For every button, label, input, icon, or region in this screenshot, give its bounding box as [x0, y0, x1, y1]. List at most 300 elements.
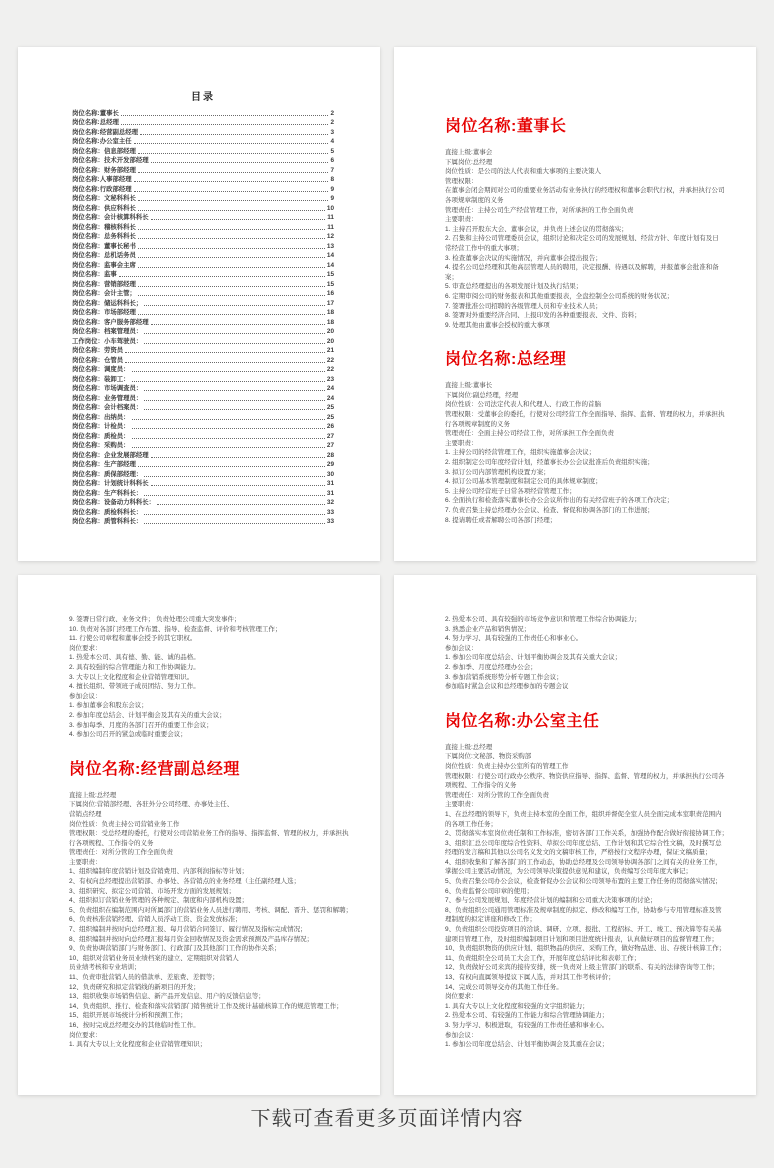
doc-line: 3. 熟悉企业产品和销售情况； [445, 625, 531, 633]
doc-line: 岗位性质：负责主持办公室所有的管理工作 [445, 762, 569, 770]
toc-entry-page-number: 6 [330, 157, 334, 164]
toc-entry-label: 岗位名称：总机话务员 [72, 252, 136, 259]
doc-line: 6、负责监督公司印章的使用； [445, 887, 534, 895]
doc-line: 4. 擅长组织、带领班子成员团结、努力工作。 [69, 683, 200, 691]
toc-leader-dots [138, 209, 325, 211]
toc-entry-page-number: 12 [326, 233, 334, 240]
toc-entry-page-number: 2 [330, 119, 334, 126]
toc-leader-dots [151, 456, 325, 458]
doc-line: 13、组织收集市场销售信息、新产品开发信息、用户的反馈信息等； [69, 993, 265, 1001]
toc-row [72, 422, 334, 432]
toc-leader-dots [157, 503, 325, 505]
toc-entry-label: 岗位名称：文秘科科长 [72, 195, 136, 202]
doc-line: 3. 大专以上文化程度和企业营销管理知识。 [69, 673, 194, 681]
toc-row [72, 365, 334, 375]
toc-leader-dots [144, 522, 325, 524]
toc-entry-label: 岗位名称：设备动力科科长： [72, 499, 156, 506]
toc-entry-label: 岗位名称:董事长 [72, 109, 119, 117]
toc-leader-dots [119, 275, 325, 277]
toc-leader-dots [138, 294, 325, 296]
toc-leader-dots [144, 399, 325, 401]
toc-row [72, 507, 334, 517]
doc-line: 12、负责做好公司来宾的接待安排，统一负责对上级主管部门的联系、有关的法律咨询等工作； [445, 964, 719, 972]
toc-row [72, 460, 334, 470]
toc-entry-page-number: 9 [330, 195, 334, 202]
doc-line: 2. 热爱本公司、具有较强的市场竞争意识和管理工作综合协调能力； [445, 616, 641, 623]
doc-heading: 岗位名称:经营副总经理 [69, 760, 240, 778]
doc-line: 1. 主持召开股东大会、董事会议，并负责上述会议的贯彻落实； [445, 225, 628, 233]
toc-row [72, 441, 334, 451]
toc-entry-label: 岗位名称:总经理 [72, 119, 119, 126]
doc-heading: 岗位名称:总经理 [445, 351, 567, 369]
toc-entry-page-number: 25 [326, 413, 334, 421]
doc-line: 8. 签署对外重要经济合同、上报印发的各种重要报表、文件、资料； [445, 312, 641, 320]
toc-entry-label: 岗位名称:人事部经理 [72, 176, 132, 183]
toc-leader-dots [125, 361, 325, 363]
doc-line: 案； [445, 273, 458, 281]
doc-line: 3. 努力学习、积极进取，有较强的工作责任感和事业心。 [445, 1021, 609, 1029]
doc-line: 9. 签署日常行政、业务文件； 负责处理公司重大突发事件； [69, 616, 241, 623]
doc-line: 岗位性质：是公司的法人代表和重大事项的主要决策人 [445, 168, 601, 176]
toc-entry-page-number: 21 [326, 347, 334, 354]
toc-row [72, 298, 334, 308]
doc-line: 岗位要求： [69, 1031, 102, 1039]
toc-leader-dots [144, 494, 325, 496]
toc-entry-label: 岗位名称：信息部经理 [72, 147, 136, 155]
toc-row [72, 222, 334, 232]
page-deputy-gm[interactable] [18, 575, 380, 1095]
toc-leader-dots [151, 484, 325, 486]
doc-line: 下属岗位:总经理 [445, 158, 493, 166]
toc-entry-page-number: 18 [326, 309, 334, 316]
toc-entry-page-number: 24 [326, 394, 334, 402]
toc-leader-dots [134, 190, 329, 192]
doc-line: 10、组织对营销业务员业绩档案的建立、定期组织对营销人 [69, 954, 239, 962]
doc-line: 2. 参加季、月度总经理办公会； [445, 663, 537, 671]
toc-leader-dots [132, 427, 325, 429]
doc-line: 管理责任：对所分管的工作全面负责 [445, 791, 549, 799]
toc-row [72, 213, 334, 223]
doc-line: 主要职责： [445, 439, 478, 447]
toc-entry-label: 岗位名称：供应科科长 [72, 204, 136, 212]
toc-entry-label: 岗位名称：客户服务部经理 [72, 318, 149, 326]
toc-leader-dots [151, 218, 326, 220]
doc-line: 管理责任：主持公司生产经营管理工作，对所承担的工作全面负责 [445, 206, 634, 214]
download-hint-text: 下载可查看更多页面详情内容 [250, 1108, 524, 1130]
toc-entry-label: 岗位名称：劳资员 [72, 347, 124, 354]
toc-row [72, 165, 334, 175]
toc-row [72, 118, 334, 128]
toc-entry-page-number: 13 [326, 242, 334, 250]
toc-entry-label: 岗位名称：总务科科长 [72, 233, 136, 240]
toc-leader-dots [132, 418, 325, 420]
doc-line: 管理责任：全面主持公司经营工作，对所承担工作全面负责 [445, 430, 614, 438]
toc-entry-label: 岗位名称：董事长秘书 [72, 242, 136, 250]
toc-entry-page-number: 9 [330, 185, 334, 193]
toc-row [72, 308, 334, 318]
toc-entry-page-number: 32 [326, 499, 334, 506]
toc-entry-label: 岗位名称：计检员： [72, 423, 130, 430]
doc-line: 行各项规程、工作指令的义务 [69, 839, 154, 847]
toc-leader-dots [151, 161, 329, 163]
toc-entry-label: 岗位名称：质检员： [72, 432, 130, 440]
toc-entry-page-number: 15 [326, 271, 334, 278]
doc-line: 8、负责组织公司通用管理标准及规章制度的拟定、修改和编写工作，协助参与专用管理标准及管 [445, 906, 722, 914]
doc-line: 主要职责： [445, 801, 478, 809]
doc-line: 5. 主持公司经营班子日常各项经营管理工作； [445, 487, 576, 495]
doc-line: 15、组织开展市场统计分析和预测工作； [69, 1012, 187, 1020]
doc-line: 在董事会闭会期间对公司的重要业务活动有业务执行的经理权和董事会职代行权，并承担执行公司 [445, 187, 725, 195]
doc-line: 8、组织编制并按时向总经理汇报每月资金回收情况及资金需求预测及产品库存情况； [69, 935, 314, 943]
doc-line: 行各项规章制度的义务 [445, 420, 510, 428]
toc-row [72, 403, 334, 413]
doc-line: 主要职责： [69, 858, 102, 866]
doc-line: 常经营工作中的重大事项； [445, 244, 523, 252]
toc-row [72, 260, 334, 270]
doc-heading: 岗位名称:董事长 [445, 118, 567, 135]
toc-row [72, 203, 334, 213]
doc-line: 4. 努力学习、具有较强的工作责任心和事业心。 [445, 635, 583, 643]
toc-entry-page-number: 23 [326, 375, 334, 383]
toc-row [72, 450, 334, 460]
toc-leader-dots [138, 152, 329, 154]
toc-leader-dots [138, 256, 325, 258]
toc-entry-page-number: 14 [326, 252, 334, 259]
toc-leader-dots [134, 180, 329, 182]
toc-row [72, 393, 334, 403]
doc-line: 员业绩考核和专业培训； [69, 964, 141, 972]
doc-line: 4、组织收集和了解各部门的工作动态，协助总经理及公司领导协调各部门之间有关的业务工作， [445, 858, 722, 866]
doc-line: 6. 全面执行和检查落实董事长办公会议所作出的有关经营班子的各项工作决定； [445, 497, 674, 505]
doc-line: 1. 主持公司的经营管理工作，组织实施董事会决议； [445, 449, 596, 457]
toc-leader-dots [138, 313, 325, 315]
toc-row [72, 251, 334, 261]
toc-entry-label: 岗位名称：仓管员 [72, 356, 124, 364]
toc-row [72, 241, 334, 251]
toc-entry-page-number: 5 [330, 147, 334, 155]
toc-entry-label: 岗位名称：监事会主席 [72, 261, 136, 269]
doc-line: 5、负责召集公司办公会议，检查督促办公会议和公司领导布置的主要工作任务的贯彻落实情况； [445, 878, 722, 886]
doc-line: 16、按时完成总经理交办的其他临时性工作。 [69, 1021, 200, 1029]
doc-line: 参加会议： [445, 644, 478, 652]
toc-entry-label: 岗位名称：质管科科长： [72, 518, 143, 525]
doc-line: 14、负责组织、推行、检查和落实营销部门销售统计工作及统计基础核算工作的规范管理工作； [69, 1002, 343, 1010]
toc-entry-label: 岗位名称：采购员： [72, 442, 130, 449]
toc-leader-dots [144, 513, 325, 515]
doc-line: 各项规章制度的义务 [445, 196, 504, 204]
doc-line: 2. 热爱本公司、有较强的工作能力和综合管理协调能力； [445, 1012, 609, 1020]
doc-line: 12、负责研究和拟定营销线的新项目的开发； [69, 983, 200, 991]
toc-row [72, 374, 334, 384]
toc-row [72, 498, 334, 508]
toc-entry-label: 岗位名称：会计主管； [72, 290, 136, 297]
doc-line: 1. 参加董事会和股东会议； [69, 702, 148, 710]
toc-entry-label: 岗位名称：出纳员： [72, 413, 130, 421]
toc-entry-page-number: 33 [326, 508, 334, 516]
toc-entry-page-number: 15 [326, 280, 334, 288]
doc-line: 岗位性质：负责主持公司营销业务工作 [69, 820, 180, 828]
doc-line: 岗位要求： [445, 993, 478, 1001]
toc-row [72, 184, 334, 194]
toc-leader-dots [132, 370, 325, 372]
doc-line: 参加会议： [445, 1031, 478, 1039]
doc-line: 岗位要求： [69, 644, 102, 652]
toc-row [72, 289, 334, 299]
doc-line: 1、组织编制年度营销计划及营销费用、内部利润指标等计划； [69, 868, 249, 876]
doc-line: 下属岗位:营销部经理、各驻外分公司经理、办事处主任、 [69, 801, 234, 809]
toc-entry-label: 岗位名称：计划统计科科长 [72, 480, 149, 487]
doc-line: 直接上级:总经理 [69, 791, 117, 799]
toc-entry-page-number: 10 [326, 204, 334, 212]
toc-entry-page-number: 30 [326, 470, 334, 478]
toc-leader-dots [138, 199, 329, 201]
doc-line: 6、负责核准营销经理、营销人员浮动工资、资金发放标准； [69, 916, 242, 924]
doc-line: 管理责任：对所分管的工作全面负责 [69, 849, 173, 857]
toc-leader-dots [151, 323, 325, 325]
toc-entry-label: 岗位名称：业务管理员： [72, 394, 143, 402]
doc-line: 4、组织拟订营销业务管理的各种规定、制度和内部机构设置； [69, 897, 249, 905]
doc-line: 4. 提名公司总经理和其他高层管理人员的聘用，决定报酬、待遇以及解聘，并报董事会批准和备 [445, 264, 719, 272]
toc-leader-dots [138, 237, 325, 239]
toc-row [72, 355, 334, 365]
toc-row [72, 194, 334, 204]
toc-row [72, 517, 334, 527]
doc-line: 经理的发言稿和其他以公司名义发文的文稿审核工作，严格按行文程序办理，保证文稿质量； [445, 849, 712, 857]
doc-line: 3. 参加营销系统形势分析专题工作会议； [445, 673, 563, 681]
doc-line: 1. 参加公司年度总结会、计划平衡协调会及其有关重大会议； [445, 654, 622, 662]
doc-line: 建项目管理工作，及时组织编制项目计划和项目进度统计报表，认真做好项目的监督管理工作； [445, 935, 718, 943]
toc-entry-label: 岗位名称:行政部经理 [72, 185, 132, 193]
doc-line: 直接上级:总经理 [445, 743, 493, 751]
doc-line: 项规程、工作指令的义务 [445, 782, 517, 790]
toc-entry-label: 岗位名称:经营副总经理 [72, 128, 139, 136]
toc-entry-label: 岗位名称：营销部经理 [72, 280, 136, 288]
toc-entry-label: 岗位名称：技术开发部经理 [72, 157, 149, 164]
doc-line: 11. 行使公司章程和董事会授予的其它职权。 [69, 635, 197, 643]
toc-leader-dots [144, 304, 325, 306]
toc-row [72, 156, 334, 166]
toc-entry-page-number: 27 [326, 442, 334, 449]
toc-entry-page-number: 31 [326, 489, 334, 497]
toc-entry-label: 岗位名称:办公室主任 [72, 138, 132, 145]
doc-line: 2. 召集和主持公司管理委员会议，组织讨论和决定公司的发展规划、经营方针、年度计划有及日 [445, 235, 719, 243]
doc-line: 3、组织汇总公司年度综合性资料、草拟公司年度总结、工作计划和其它综合性文稿，及时撰写总 [445, 839, 722, 847]
doc-line: 岗位性质：公司法定代表人和代理人、行政工作的首脑 [445, 401, 601, 409]
toc-entry-page-number: 22 [326, 366, 334, 373]
doc-line: 的各项工作任务； [445, 820, 497, 828]
toc-row [72, 127, 334, 137]
toc-leader-dots [138, 465, 325, 467]
toc-entry-page-number: 29 [326, 461, 334, 468]
toc-leader-dots [140, 133, 328, 135]
toc-entry-page-number: 31 [326, 480, 334, 487]
doc-line: 3. 拟订公司内部管理机构设置方案； [445, 468, 550, 476]
toc-entry-page-number: 16 [326, 290, 334, 297]
toc-row [72, 346, 334, 356]
toc-entry-label: 岗位名称：储运科科长； [72, 299, 143, 307]
doc-line: 1. 具有大专以上文化程度和较强的文字组织能力； [445, 1002, 589, 1010]
doc-line: 3、组织研究、拟定公司营销、市场开发方面的发展规划； [69, 887, 236, 895]
toc-entry-label: 岗位名称：档案管理员： [72, 328, 143, 335]
doc-line: 2、贯彻落实本室岗位责任制和工作标准，密切各部门工作关系，加强协作配合做好衔接协调工作； [445, 830, 729, 838]
doc-line: 下属岗位:文秘部、物资采购部 [445, 753, 532, 761]
toc-row [72, 137, 334, 147]
doc-line: 7. 签署批准公司招聘的各级管理人员和专业技术人员； [445, 302, 602, 310]
doc-line: 直接上级:董事长 [445, 382, 493, 390]
toc-row [72, 175, 334, 185]
doc-line: 管理权限： [445, 177, 478, 185]
doc-line: 2. 具有较强的综合管理能力和工作协调能力。 [69, 663, 200, 671]
toc-row [72, 327, 334, 337]
toc-entry-label: 岗位名称：市场部经理 [72, 309, 136, 316]
doc-line: 9、负责组织公司投资项目的洽谈、调研、立项、报批、工程招标、开工、竣工、预决算等有关基 [445, 926, 722, 934]
doc-line: 掌握公司主要活动情况，为公司领导决策提供意见和建议，负责编写公司年度大事记； [445, 868, 692, 876]
toc-entry-page-number: 11 [327, 223, 334, 231]
toc-entry-label: 岗位名称：调度员： [72, 366, 130, 373]
toc-leader-dots [132, 446, 325, 448]
toc-entry-page-number: 24 [326, 385, 334, 392]
toc-entry-page-number: 2 [330, 109, 334, 117]
toc-row [72, 232, 334, 242]
doc-line: 2. 参加年度总结会、计划平衡会及其有关的重大会议； [69, 711, 226, 719]
doc-heading: 岗位名称:办公室主任 [445, 712, 600, 730]
doc-line: 主要职责： [445, 216, 478, 224]
toc-leader-dots [132, 380, 325, 382]
toc-row [72, 469, 334, 479]
toc-entry-label: 岗位名称：装卸工： [72, 375, 130, 383]
doc-line: 7、参与公司发展规划、年度经营计划的编制和公司重大决策事项的讨论； [445, 897, 657, 905]
doc-line: 3. 参加每季、月度的各部门召开的重要工作会议； [69, 721, 213, 729]
toc-entry-page-number: 11 [327, 214, 334, 221]
page-office-director[interactable] [394, 575, 756, 1095]
toc-row [72, 279, 334, 289]
toc-entry-label: 岗位名称：稽核科科长 [72, 223, 136, 231]
doc-line: 7、组织编制并按时向总经理汇报、每月营销合同签订、履行情况及指标完成情况； [69, 926, 307, 934]
toc-list [72, 108, 334, 526]
toc-leader-dots [121, 123, 329, 125]
doc-line: 9、负责协调营销部门与财务部门、行政部门及其他部门工作的协作关系； [69, 945, 281, 953]
toc-entry-label: 岗位名称：质保部经理： [72, 470, 143, 478]
toc-entry-page-number: 28 [326, 451, 334, 459]
toc-leader-dots [138, 285, 325, 287]
doc-line: 管理权限：受总经理的委托，行使对公司营销业务工作的指导、指挥监督、管理的权力，并承担执 [69, 830, 349, 838]
toc-row [72, 317, 334, 327]
doc-line: 2. 组织制定公司年度经营计划，经董事长办公会议批准后负责组织实施； [445, 459, 654, 467]
doc-line: 7. 负责召集主持总经理办公会议、检查、督促和协调各部门的工作进展； [445, 507, 654, 514]
toc-row [72, 412, 334, 422]
doc-line: 1. 参加公司年度总结会、计划平衡协调会及其重在会议； [445, 1041, 609, 1049]
toc-leader-dots [138, 247, 325, 249]
doc-line: 1. 热爱本公司、具有德、勤、能、诚的品格。 [69, 654, 200, 662]
toc-entry-page-number: 7 [330, 166, 334, 174]
toc-entry-page-number: 8 [330, 176, 334, 183]
toc-entry-page-number: 27 [326, 432, 334, 440]
toc-leader-dots [132, 437, 325, 439]
doc-line: 9. 处理其他由董事会授权的重大事项 [445, 321, 550, 329]
doc-line: 管理权限：行使公司行政办公秩序、物资供应指导、指挥、监督、管理的权力，并承担执行公司各 [445, 772, 725, 780]
toc-leader-dots [144, 342, 325, 344]
doc-line: 5、负责组织在编制范围内对所属部门的营销业务人员进行聘用、考核、调配、晋升、惩罚和解聘； [69, 906, 353, 914]
toc-leader-dots [125, 351, 325, 353]
doc-line: 下属岗位:副总经理，经理 [445, 391, 519, 399]
page-chairman-gm[interactable] [394, 47, 756, 561]
toc-title: 目录 [191, 92, 215, 103]
toc-entry-label: 岗位名称：生产部经理 [72, 461, 136, 468]
toc-entry-label: 岗位名称：会计档案员： [72, 404, 143, 411]
toc-leader-dots [121, 114, 329, 116]
toc-entry-page-number: 20 [326, 337, 334, 345]
doc-line: 8. 提请聘任或者解聘公司各部门经理； [445, 516, 557, 524]
toc-entry-label: 岗位名称：生产科科长： [72, 489, 143, 497]
doc-line: 参加会议： [69, 692, 102, 700]
doc-line: 2、有权向总经理提出营销部、办事处、各营销点的业务经理（主任副经理人选； [69, 878, 301, 886]
toc-row [72, 384, 334, 394]
doc-line: 营销点经理 [69, 810, 102, 818]
toc-row [72, 479, 334, 489]
doc-line: 10、负责组织物资的供应计划、组织物品的供应、采购工作，做好物品进、出、存统计核算工作； [445, 945, 726, 953]
doc-line: 1. 具有大专以上文化程度和企业营销管理知识； [69, 1041, 207, 1049]
toc-entry-label: 岗位名称：监事 [72, 271, 117, 278]
doc-line: 直接上级:董事会 [445, 149, 493, 156]
toc-entry-page-number: 18 [326, 318, 334, 326]
toc-leader-dots [144, 389, 325, 391]
doc-line: 4. 拟订公司基本管理制度和制定公司的具体规章制度； [445, 478, 602, 486]
toc-entry-label: 岗位名称：会计核算科科长 [72, 214, 149, 221]
doc-line: 1、在总经理的领导下，负责主持本室的全面工作，组织并督促全室人员全面完成本室职责范围内 [445, 810, 722, 818]
doc-line: 理制度的拟定讲座和修改工作； [445, 916, 536, 924]
doc-line: 参加临时紧急会议和总经理参加的专题会议 [445, 683, 569, 691]
toc-leader-dots [138, 171, 329, 173]
toc-entry-page-number: 25 [326, 404, 334, 411]
toc-leader-dots [134, 142, 329, 144]
toc-leader-dots [144, 332, 325, 334]
toc-entry-page-number: 20 [326, 328, 334, 335]
toc-row [72, 336, 334, 346]
toc-leader-dots [138, 266, 325, 268]
toc-entry-label: 岗位名称：财务部经理 [72, 166, 136, 174]
doc-line: 13、有权向直属领导提议下属人选，并对其工作考核评价； [445, 974, 615, 981]
toc-row [72, 108, 334, 118]
doc-line: 4. 参加公司召开的紧急或临时重要会议； [69, 731, 187, 739]
toc-row [72, 270, 334, 280]
doc-line: 6. 定期审阅公司的财务报表和其他重要报表，全盘控制全公司系统的财务状况； [445, 292, 674, 300]
doc-line: 5. 审查总经理提出的各项发展计划及执行结果； [445, 283, 583, 291]
toc-entry-label: 岗位名称：质检科科长： [72, 508, 143, 516]
toc-row [72, 431, 334, 441]
doc-line: 管理权限：受董事会的委托，行使对公司经营工作全面指导、指挥、监督、管理的权力，并承担执 [445, 411, 725, 419]
doc-line: 14、完成公司领导交办的其他工作任务。 [445, 983, 563, 991]
toc-leader-dots [144, 408, 325, 410]
doc-line: 11、负责组织全公司员工大会工作，开展年度总结评比和表彰工作； [445, 954, 641, 962]
doc-line: 10. 负责对各部门经理工作布置、指导、检查监督、评价和考核管理工作； [69, 625, 282, 633]
toc-entry-page-number: 33 [326, 518, 334, 525]
toc-entry-label: 岗位名称：企业发展部经理 [72, 451, 149, 459]
doc-line: 3. 检查董事会决议的实施情况，并向董事会提出报告； [445, 254, 602, 262]
toc-entry-page-number: 17 [326, 299, 334, 307]
toc-entry-page-number: 3 [330, 128, 334, 136]
toc-entry-label: 工作岗位：小车驾驶员： [72, 337, 143, 345]
toc-row [72, 146, 334, 156]
toc-leader-dots [138, 228, 325, 230]
toc-leader-dots [144, 475, 325, 477]
toc-entry-page-number: 22 [326, 356, 334, 364]
toc-entry-page-number: 14 [326, 261, 334, 269]
toc-entry-label: 岗位名称：市场调查员： [72, 385, 143, 392]
page-toc[interactable] [18, 47, 380, 561]
toc-entry-page-number: 4 [330, 138, 334, 145]
toc-entry-page-number: 26 [326, 423, 334, 430]
doc-line: 11、负责审批营销人员的借款单、差旅费、差假等； [69, 974, 219, 981]
